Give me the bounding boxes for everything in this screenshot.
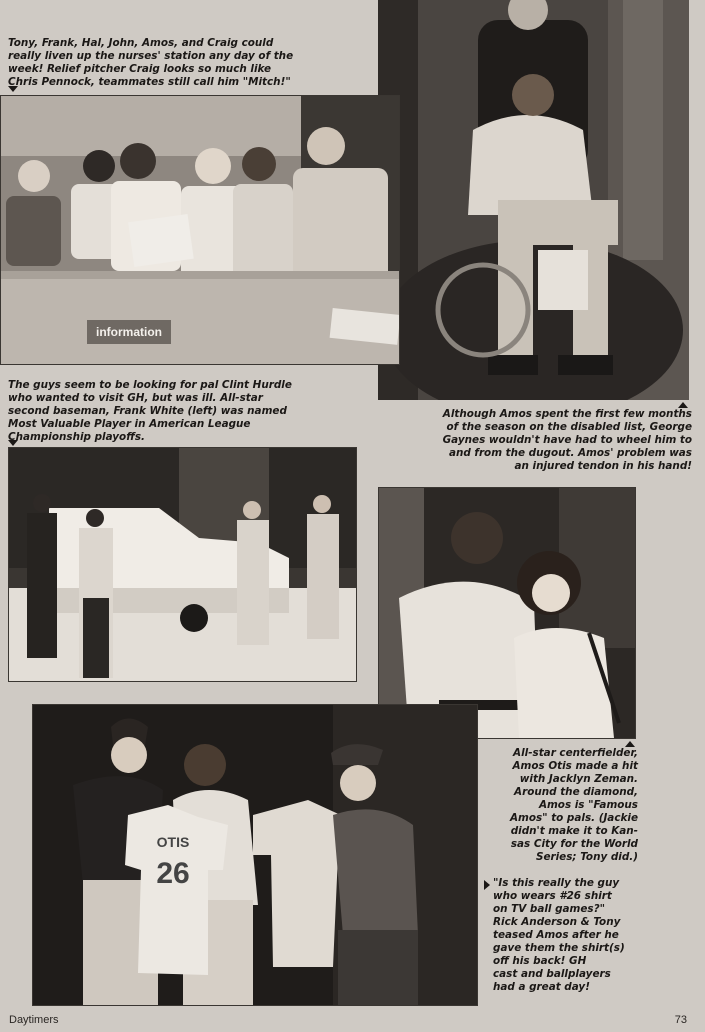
- publication-name: Daytimers: [9, 1014, 59, 1026]
- caption-centerfielder: All-star centerfielder, Amos Otis made a hit with Jacklyn Zeman. Around the diamond, Amos is "Famous Amos" to pals. (Jackie didn't make it to Kan- sas City for the World Series; Tony did.): [509, 747, 638, 863]
- caption-arrow-right: [484, 880, 490, 890]
- page-number: 73: [674, 1014, 687, 1026]
- photo-amos-jacklyn: [378, 487, 636, 739]
- jersey-name: OTIS: [156, 834, 190, 850]
- photo-wheelchair: [378, 0, 689, 400]
- photo-nurses-station: [0, 95, 400, 365]
- photo-car-lot: [8, 447, 357, 682]
- caption-clint-hurdle: The guys seem to be looking for pal Clint Hurdle who wanted to visit GH, but was ill. All-star second baseman, Frank White (left) was named Most Valuable Player in American League Championship playoffs.: [8, 379, 292, 443]
- caption-arrow-down: [8, 86, 18, 92]
- information-sign: information: [96, 325, 162, 339]
- caption-nurses-station: Tony, Frank, Hal, John, Amos, and Craig could really liven up the nurses' station any day of the week! Relief pitcher Craig looks so much like Chris Pennock, teammates still call him "Mitch!": [8, 37, 294, 88]
- caption-shirt: "Is this really the guy who wears #26 shirt on TV ball games?" Rick Anderson & Tony teased Amos after he gave them the shirt(s) off his back! GH cast and ballplayers had a great day!: [493, 877, 625, 993]
- caption-wheelchair: Although Amos spent the first few months of the season on the disabled list, George Gaynes wouldn't have had to wheel him to and from the dugout. Amos' problem was an injured tendon in his hand!: [442, 408, 692, 472]
- caption-arrow-down: [8, 440, 18, 446]
- jersey-number: 26: [156, 857, 190, 890]
- photo-otis-shirt: [32, 704, 478, 1006]
